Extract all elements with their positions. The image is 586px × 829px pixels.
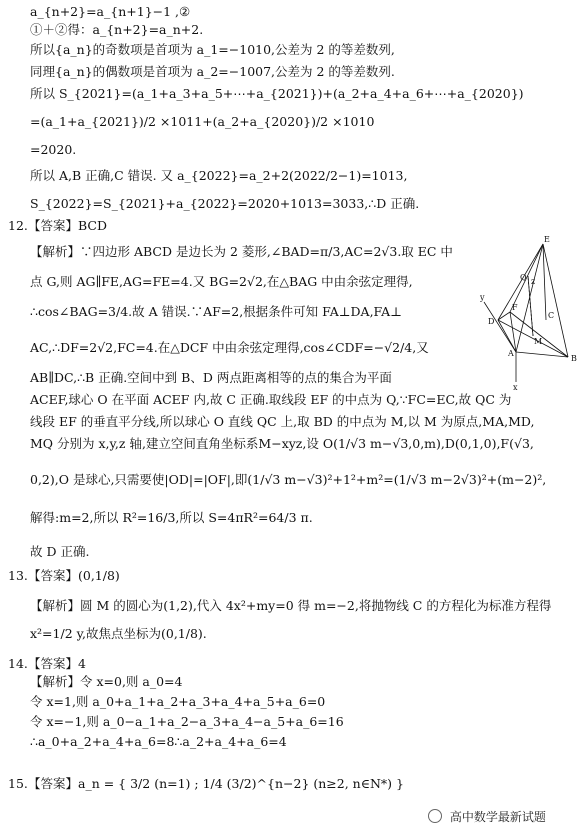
line-03: 所以{a_n}的奇数项是首项为 a_1=−1010,公差为 2 的等差数列, bbox=[30, 42, 395, 57]
line-20: 故 D 正确. bbox=[30, 544, 90, 559]
line-01: a_{n+2}=a_{n+1}−1 ,② bbox=[30, 4, 191, 19]
line-07: =2020. bbox=[30, 142, 77, 157]
figure-label-A: A bbox=[508, 349, 514, 358]
line-21: 【解析】圆 M 的圆心为(1,2),代入 4x²+my=0 得 m=−2,将抛物线 C 的方程化为标准方程得 bbox=[30, 598, 552, 613]
line-11: 点 G,则 AG∥FE,AG=FE=4.又 BG=2√2,在△BAG 中由余弦定理得, bbox=[30, 274, 413, 289]
watermark-text: 高中数学最新试题 bbox=[449, 810, 546, 824]
line-02: ①＋②得：a_{n+2}=a_n+2. bbox=[30, 22, 204, 37]
question-15-number: 15. bbox=[8, 776, 28, 791]
line-22: x²=1/2 y,故焦点坐标为(0,1/8). bbox=[30, 626, 207, 641]
wechat-icon bbox=[428, 809, 442, 823]
figure-label-F: F bbox=[512, 303, 518, 312]
line-19: 解得:m=2,所以 R²=16/3,所以 S=4πR²=64/3 π. bbox=[30, 510, 313, 525]
line-04: 同理{a_n}的偶数项是首项为 a_2=−1007,公差为 2 的等差数列. bbox=[30, 64, 395, 79]
figure-label-B: B bbox=[571, 354, 577, 363]
figure-label-z: z bbox=[531, 277, 536, 286]
geometry-figure bbox=[468, 232, 586, 392]
line-25: 令 x=−1,则 a_0−a_1+a_2−a_3+a_4−a_5+a_6=16 bbox=[30, 714, 344, 729]
line-16: 线段 EF 的垂直平分线,所以球心 O 直线 QC 上,取 BD 的中点为 M,以 M 为原点,MA,MD, bbox=[30, 414, 535, 429]
line-10: 【解析】∵四边形 ABCD 是边长为 2 菱形,∠BAD=π/3,AC=2√3.取 EC 中 bbox=[30, 244, 453, 259]
figure-label-C: C bbox=[548, 311, 555, 320]
line-24: 令 x=1,则 a_0+a_1+a_2+a_3+a_4+a_5+a_6=0 bbox=[30, 694, 326, 709]
watermark bbox=[428, 808, 546, 825]
line-08: 所以 A,B 正确,C 错误. 又 a_{2022}=a_2+2(2022/2−1)=1013, bbox=[30, 168, 408, 183]
line-14: AB∥DC,∴B 正确.空间中到 B、D 两点距离相等的点的集合为平面 bbox=[30, 370, 392, 385]
line-09: S_{2022}=S_{2021}+a_{2022}=2020+1013=3033,∴D 正确. bbox=[30, 196, 420, 211]
line-15: ACEF,球心 O 在平面 ACEF 内,故 C 正确.取线段 EF 的中点为 Q,∵FC=EC,故 QC 为 bbox=[30, 392, 512, 407]
figure-label-y: y bbox=[480, 293, 485, 302]
figure-label-E: E bbox=[544, 235, 550, 244]
question-12-number: 12. bbox=[8, 218, 28, 233]
figure-label-x: x bbox=[513, 383, 518, 392]
question-14-number: 14. bbox=[8, 656, 28, 671]
line-18: 0,2),O 是球心,只需要使|OD|=|OF|,即(1/√3 m−√3)²+1²+m²=(1/√3 m−2√3)²+(m−2)², bbox=[30, 472, 547, 487]
line-13: AC,∴DF=2√2,FC=4.在△DCF 中由余弦定理得,cos∠CDF=−√2/4,又 bbox=[30, 340, 429, 355]
figure-label-M: M bbox=[534, 337, 543, 346]
figure-labels bbox=[479, 235, 577, 392]
question-13-number: 13. bbox=[8, 568, 28, 583]
figure-label-D: D bbox=[488, 317, 495, 326]
line-17: MQ 分别为 x,y,z 轴,建立空间直角坐标系M−xyz,设 O(1/√3 m−√3,0,m),D(0,1,0),F(√3, bbox=[30, 436, 534, 451]
figure-label-Q: Q bbox=[520, 273, 527, 282]
question-12-answer: 【答案】BCD bbox=[28, 218, 108, 233]
line-23: 【解析】令 x=0,则 a_0=4 bbox=[30, 674, 183, 689]
line-12: ∴cos∠BAG=3/4.故 A 错误.∵AF=2,根据条件可知 FA⊥DA,FA⊥ bbox=[30, 304, 402, 319]
question-13-answer: 【答案】(0,1/8) bbox=[28, 568, 120, 583]
line-05: 所以 S_{2021}=(a_1+a_3+a_5+⋯+a_{2021})+(a_2+a_4+a_6+⋯+a_{2020}) bbox=[30, 86, 524, 101]
line-06: =(a_1+a_{2021})/2 ×1011+(a_2+a_{2020})/2 ×1010 bbox=[30, 114, 375, 129]
question-15-answer: 【答案】a_n = { 3/2 (n=1) ; 1/4 (3/2)^{n−2} (n≥2, n∈N*) } bbox=[28, 776, 404, 791]
question-14-answer: 【答案】4 bbox=[28, 656, 86, 671]
line-26: ∴a_0+a_2+a_4+a_6=8∴a_2+a_4+a_6=4 bbox=[30, 734, 287, 749]
